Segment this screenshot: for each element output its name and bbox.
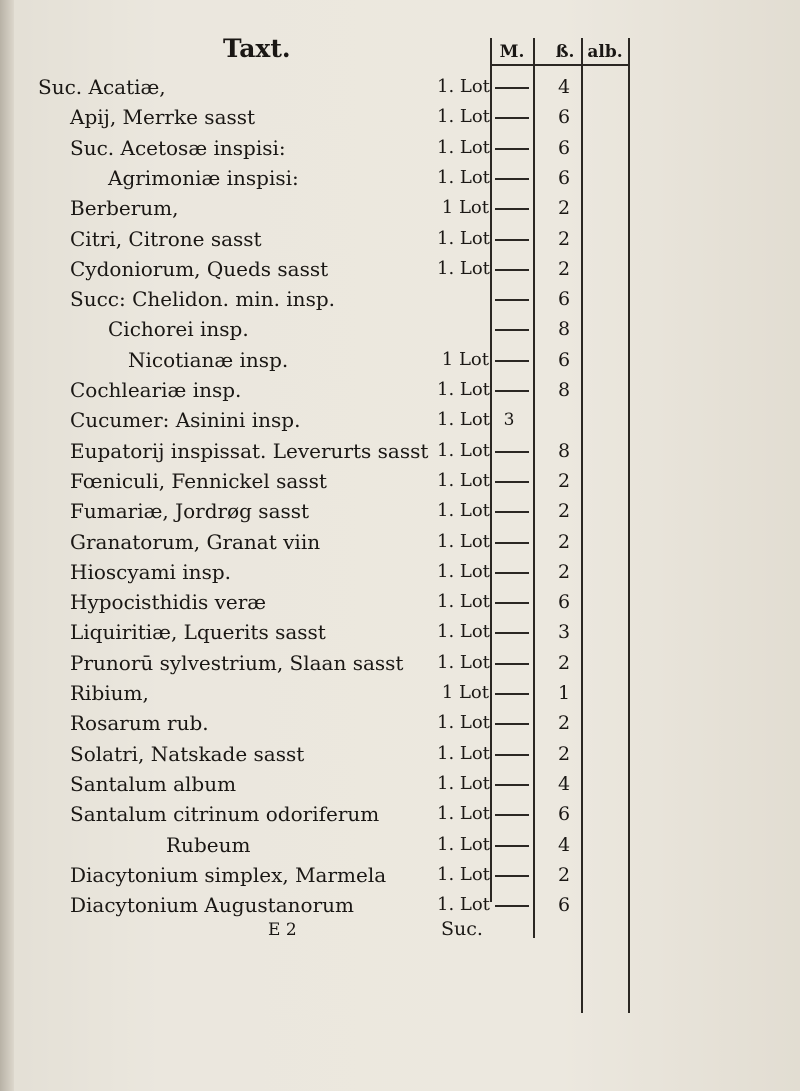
- item-price-shillings: 6: [557, 803, 571, 825]
- item-price-shillings: 8: [557, 379, 571, 401]
- item-quantity: 1. Lot: [437, 712, 490, 733]
- empty-marks-dash: [495, 239, 529, 241]
- item-quantity: 1. Lot: [437, 591, 490, 612]
- item-name: Ribium,: [70, 681, 149, 705]
- table-row: [0, 741, 800, 767]
- empty-marks-dash: [495, 542, 529, 544]
- table-row: [0, 529, 800, 555]
- empty-marks-dash: [495, 875, 529, 877]
- item-name: Agrimoniæ inspisi:: [108, 166, 299, 190]
- item-price-shillings: 2: [557, 712, 571, 734]
- table-row: [0, 286, 800, 312]
- item-name: Apij, Merrke sasst: [70, 105, 256, 129]
- item-name: Fœniculi, Fennickel sasst: [70, 469, 327, 493]
- empty-marks-dash: [495, 663, 529, 665]
- item-name: Granatorum, Granat viin: [70, 530, 321, 554]
- item-quantity: 1. Lot: [437, 258, 490, 279]
- table-row: [0, 104, 800, 130]
- empty-marks-dash: [495, 511, 529, 513]
- item-price-shillings: 2: [557, 228, 571, 250]
- table-row: [0, 832, 800, 858]
- item-price-shillings: 2: [557, 864, 571, 886]
- table-row: [0, 892, 800, 918]
- item-quantity: 1. Lot: [437, 621, 490, 642]
- item-quantity: 1. Lot: [437, 228, 490, 249]
- item-name: Suc. Acetosæ inspisi:: [70, 136, 286, 160]
- item-name: Santalum citrinum odoriferum: [70, 802, 380, 826]
- item-quantity: 1. Lot: [437, 773, 490, 794]
- table-row: [0, 559, 800, 585]
- item-price-shillings: 3: [557, 621, 571, 643]
- table-row: [0, 710, 800, 736]
- item-price-shillings: 2: [557, 561, 571, 583]
- table-row: [0, 801, 800, 827]
- table-row: [0, 438, 800, 464]
- item-price-shillings: 2: [557, 197, 571, 219]
- table-row: [0, 226, 800, 252]
- item-name: Succ: Chelidon. min. insp.: [70, 287, 335, 311]
- header-underline: [490, 64, 628, 66]
- item-name: Cichorei insp.: [108, 317, 249, 341]
- table-row: [0, 195, 800, 221]
- item-price-shillings: 6: [557, 106, 571, 128]
- table-row: [0, 407, 800, 433]
- item-name: Nicotianæ insp.: [128, 348, 289, 372]
- item-price-shillings: 4: [557, 773, 571, 795]
- table-row: [0, 256, 800, 282]
- item-name: Liquiritiæ, Lquerits sasst: [70, 620, 326, 644]
- table-row: [0, 347, 800, 373]
- item-name: Santalum album: [70, 772, 237, 796]
- item-marks: 3: [503, 410, 515, 430]
- table-row: [0, 74, 800, 100]
- empty-marks-dash: [495, 117, 529, 119]
- empty-marks-dash: [495, 845, 529, 847]
- column-header-albus: alb.: [587, 42, 623, 62]
- item-price-shillings: 8: [557, 318, 571, 340]
- table-row: [0, 498, 800, 524]
- table-row: [0, 316, 800, 342]
- table-row: [0, 589, 800, 615]
- empty-marks-dash: [495, 481, 529, 483]
- item-price-shillings: 1: [557, 682, 571, 704]
- item-name: Diacytonium Augustanorum: [70, 893, 354, 917]
- item-name: Hypocisthidis veræ: [70, 590, 267, 614]
- item-name: Rubeum: [166, 833, 251, 857]
- empty-marks-dash: [495, 723, 529, 725]
- table-row: [0, 680, 800, 706]
- item-name: Suc. Acatiæ,: [38, 75, 166, 99]
- empty-marks-dash: [495, 269, 529, 271]
- item-name: Hioscyami insp.: [70, 560, 231, 584]
- item-name: Diacytonium simplex, Marmela: [70, 863, 387, 887]
- item-quantity: 1. Lot: [437, 106, 490, 127]
- item-price-shillings: 2: [557, 258, 571, 280]
- item-quantity: 1. Lot: [437, 561, 490, 582]
- table-row: [0, 165, 800, 191]
- item-price-shillings: 6: [557, 288, 571, 310]
- item-name: Cydoniorum, Queds sasst: [70, 257, 329, 281]
- item-quantity: 1. Lot: [437, 743, 490, 764]
- item-quantity: 1. Lot: [437, 76, 490, 97]
- item-price-shillings: 2: [557, 531, 571, 553]
- item-quantity: 1 Lot: [441, 682, 489, 703]
- table-row: [0, 862, 800, 888]
- empty-marks-dash: [495, 632, 529, 634]
- column-header-marks: M.: [499, 42, 525, 62]
- table-row: [0, 135, 800, 161]
- item-name: Cochleariæ insp.: [70, 378, 242, 402]
- item-price-shillings: 2: [557, 470, 571, 492]
- empty-marks-dash: [495, 754, 529, 756]
- page-title: Taxt.: [223, 34, 291, 63]
- item-quantity: 1 Lot: [441, 349, 489, 370]
- item-name: Berberum,: [70, 196, 179, 220]
- item-quantity: 1. Lot: [437, 531, 490, 552]
- table-row: [0, 650, 800, 676]
- item-name: Cucumer: Asinini insp.: [70, 408, 301, 432]
- item-price-shillings: 4: [557, 76, 571, 98]
- item-price-shillings: 8: [557, 440, 571, 462]
- column-header-shillings: ß.: [555, 42, 575, 62]
- empty-marks-dash: [495, 602, 529, 604]
- item-price-shillings: 6: [557, 894, 571, 916]
- table-row: [0, 619, 800, 645]
- empty-marks-dash: [495, 814, 529, 816]
- item-quantity: 1. Lot: [437, 137, 490, 158]
- item-quantity: 1. Lot: [437, 834, 490, 855]
- empty-marks-dash: [495, 178, 529, 180]
- item-name: Rosarum rub.: [70, 711, 209, 735]
- item-quantity: 1. Lot: [437, 500, 490, 521]
- empty-marks-dash: [495, 360, 529, 362]
- item-price-shillings: 2: [557, 500, 571, 522]
- empty-marks-dash: [495, 572, 529, 574]
- item-quantity: 1. Lot: [437, 652, 490, 673]
- item-price-shillings: 6: [557, 137, 571, 159]
- empty-marks-dash: [495, 451, 529, 453]
- table-row: [0, 468, 800, 494]
- empty-marks-dash: [495, 390, 529, 392]
- empty-marks-dash: [495, 148, 529, 150]
- item-quantity: 1. Lot: [437, 440, 490, 461]
- item-quantity: 1. Lot: [437, 409, 490, 430]
- empty-marks-dash: [495, 905, 529, 907]
- table-row: [0, 771, 800, 797]
- item-name: Solatri, Natskade sasst: [70, 742, 305, 766]
- item-quantity: 1 Lot: [441, 197, 489, 218]
- item-price-shillings: 2: [557, 743, 571, 765]
- item-quantity: 1. Lot: [437, 864, 490, 885]
- catchword: Suc.: [441, 918, 483, 940]
- signature-mark: E 2: [268, 920, 297, 940]
- empty-marks-dash: [495, 87, 529, 89]
- empty-marks-dash: [495, 329, 529, 331]
- empty-marks-dash: [495, 784, 529, 786]
- item-quantity: 1. Lot: [437, 803, 490, 824]
- item-price-shillings: 6: [557, 167, 571, 189]
- empty-marks-dash: [495, 693, 529, 695]
- item-quantity: 1. Lot: [437, 167, 490, 188]
- empty-marks-dash: [495, 299, 529, 301]
- item-name: Citri, Citrone sasst: [70, 227, 262, 251]
- item-name: Eupatorij inspissat. Leverurts sasst: [70, 439, 429, 463]
- item-price-shillings: 4: [557, 834, 571, 856]
- item-price-shillings: 2: [557, 652, 571, 674]
- item-quantity: 1. Lot: [437, 894, 490, 915]
- empty-marks-dash: [495, 208, 529, 210]
- item-quantity: 1. Lot: [437, 470, 490, 491]
- item-price-shillings: 6: [557, 349, 571, 371]
- item-quantity: 1. Lot: [437, 379, 490, 400]
- item-price-shillings: 6: [557, 591, 571, 613]
- item-name: Fumariæ, Jordrøg sasst: [70, 499, 310, 523]
- item-name: Prunorū sylvestrium, Slaan sasst: [70, 651, 404, 675]
- table-row: [0, 377, 800, 403]
